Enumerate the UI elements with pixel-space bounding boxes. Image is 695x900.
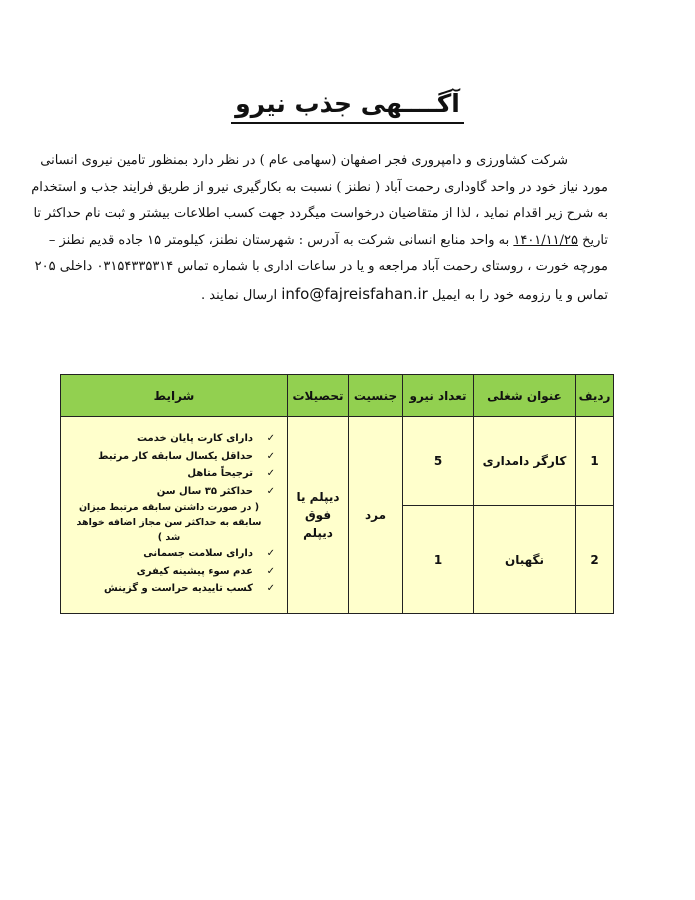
condition-text: ترجیحاً متاهل <box>187 468 253 480</box>
title-block <box>0 88 695 124</box>
paragraph-line: مورد نیاز خود در واحد گاوداری رحمت آباد ( نطنز ) نسبت به بکارگیری نیرو از طریق فرایند جذب و استخدام <box>31 179 608 195</box>
paragraph-line <box>48 228 608 255</box>
header-job-title: عنوان شغلی <box>474 375 576 417</box>
paragraph-text: به واحد منابع انسانی شرکت به آدرس : شهرستان نطنز، کیلومتر ۱۵ جاده قدیم نطنز – <box>48 232 510 248</box>
header-education: تحصیلات <box>288 375 349 417</box>
paragraph-text: تماس و یا رزومه خود را به ایمیل <box>431 287 608 303</box>
cell-job-title: کارگر دامداری <box>474 417 576 506</box>
list-item <box>69 465 275 483</box>
paragraph-text: ارسال نمایند . <box>201 287 278 303</box>
header-count: تعداد نیرو <box>403 375 474 417</box>
email-address: info@fajreisfahan.ir <box>281 284 428 303</box>
cell-education: دیپلم یا فوق دیپلم <box>288 417 349 614</box>
cell-count: 5 <box>403 417 474 506</box>
paragraph-line: مورچه خورت ، روستای رحمت آباد مراجعه و یا در ساعات اداری با شماره تماس ۰۳۱۵۴۳۳۵۳۱۴ داخلی ۲۰۵ <box>34 259 608 274</box>
jobs-table <box>60 374 614 614</box>
check-icon: ✓ <box>266 450 275 462</box>
check-icon: ✓ <box>266 468 275 480</box>
table-header-row <box>61 375 614 417</box>
page-title: آگــــهی جذب نیرو <box>231 88 464 124</box>
header-conditions: شرایط <box>61 375 288 417</box>
check-icon: ✓ <box>266 565 275 577</box>
condition-text: دارای سلامت جسمانی <box>143 548 253 560</box>
announcement-paragraph <box>31 148 608 309</box>
check-icon: ✓ <box>266 433 275 445</box>
cell-count: 1 <box>403 506 474 614</box>
list-item <box>69 563 275 581</box>
condition-note: ( در صورت داشتن سابقه مرتبط میزان سابقه به حداکثر سن مجاز اضافه خواهد شد ) <box>76 502 262 544</box>
condition-text: حداکثر ۳۵ سال سن <box>156 485 253 497</box>
header-gender: جنسیت <box>349 375 403 417</box>
list-item <box>69 430 275 448</box>
cell-job-title: نگهبان <box>474 506 576 614</box>
check-icon: ✓ <box>266 548 275 560</box>
table-row <box>61 417 614 506</box>
cell-row-no: 2 <box>576 506 614 614</box>
deadline-date: ۱۴۰۱/۱۱/۲۵ <box>513 232 578 248</box>
paragraph-text: تاریخ <box>582 232 608 248</box>
list-item <box>69 483 275 501</box>
cell-gender: مرد <box>349 417 403 614</box>
header-row-no: ردیف <box>576 375 614 417</box>
condition-text: حداقل یکسال سابقه کار مرتبط <box>98 450 253 462</box>
paragraph-line: شرکت کشاورزی و دامپروری فجر اصفهان (سهامی عام ) در نظر دارد بمنظور تامین نیروی انسانی <box>40 153 568 168</box>
conditions-list <box>61 424 287 606</box>
check-icon: ✓ <box>266 485 275 497</box>
list-item <box>69 545 275 563</box>
condition-text: عدم سوء پیشینه کیفری <box>136 565 253 577</box>
condition-text: کسب تاییدیه حراست و گزینش <box>104 583 253 595</box>
list-item <box>69 448 275 466</box>
cell-row-no: 1 <box>576 417 614 506</box>
condition-text: دارای کارت پایان خدمت <box>136 433 253 445</box>
cell-conditions <box>61 417 288 614</box>
list-item <box>69 580 275 598</box>
paragraph-line: به شرح زیر اقدام نماید ، لذا از متقاضیان درخواست میگردد جهت کسب اطلاعات بیشتر و ثبت نام حداکثر تا <box>33 206 608 221</box>
check-icon: ✓ <box>266 583 275 595</box>
paragraph-line <box>66 281 608 310</box>
